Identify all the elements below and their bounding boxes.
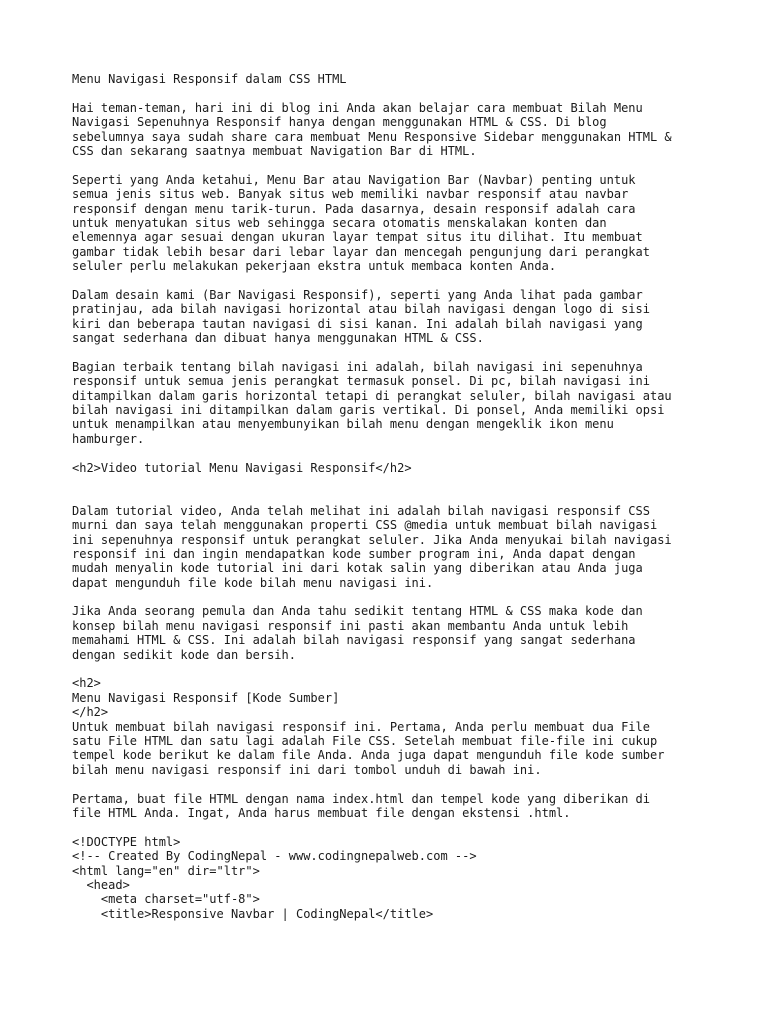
paragraph: [72, 101, 762, 159]
text-line: murni dan saya telah menggunakan properti CSS @media untuk membuat bilah navigasi: [72, 518, 658, 533]
text-line: untuk menyatukan situs web sehingga secara otomatis menskalakan konten dan: [72, 215, 607, 230]
paragraph: [72, 461, 762, 475]
text-line: file HTML Anda. Ingat, Anda harus membuat file dengan ekstensi .html.: [72, 805, 571, 820]
paragraph-gap: [72, 273, 762, 287]
paragraph-gap: [72, 86, 762, 100]
paragraph: [72, 504, 762, 590]
text-line: semua jenis situs web. Banyak situs web memiliki navbar responsif atau navbar: [72, 187, 629, 202]
text-line: responsif untuk semua jenis perangkat termasuk ponsel. Di pc, bilah navigasi ini: [72, 374, 650, 389]
text-line: responsif ini dan ingin mendapatkan kode sumber program ini, Anda dapat dengan: [72, 546, 636, 561]
text-line: <title>Responsive Navbar | CodingNepal</title>: [72, 906, 434, 921]
text-line: </h2>: [72, 705, 109, 720]
text-line: Menu Navigasi Responsif [Kode Sumber]: [72, 690, 340, 705]
text-line: pratinjau, ada bilah navigasi horizontal atau bilah navigasi dengan logo di sisi: [72, 302, 650, 317]
paragraph-gap: [72, 158, 762, 172]
text-line: sebelumnya saya sudah share cara membuat Menu Responsive Sidebar menggunakan HTML &: [72, 129, 672, 144]
paragraph-gap: [72, 345, 762, 359]
text-line: bilah navigasi ini ditampilkan dalam garis vertikal. Di ponsel, Anda memiliki opsi: [72, 402, 665, 417]
paragraph-gap: [72, 446, 762, 460]
text-line: Untuk membuat bilah navigasi responsif ini. Pertama, Anda perlu membuat dua File: [72, 719, 650, 734]
text-line: <h2>: [72, 676, 101, 691]
paragraph: [72, 676, 762, 777]
text-line: elemennya agar sesuai dengan ukuran layar tempat situs itu dilihat. Itu membuat: [72, 230, 643, 245]
text-line: kiri dan beberapa tautan navigasi di sisi kanan. Ini adalah bilah navigasi yang: [72, 316, 643, 331]
text-line: Dalam tutorial video, Anda telah melihat ini adalah bilah navigasi responsif CSS: [72, 503, 650, 518]
paragraph-gap: [72, 820, 762, 834]
paragraph: [72, 792, 762, 821]
paragraph-gap: [72, 590, 762, 604]
text-line: Jika Anda seorang pemula dan Anda tahu sedikit tentang HTML & CSS maka kode dan: [72, 604, 643, 619]
paragraph: [72, 288, 762, 346]
paragraph: [72, 835, 762, 921]
text-line: Hai teman-teman, hari ini di blog ini Anda akan belajar cara membuat Bilah Menu: [72, 100, 643, 115]
text-line: hamburger.: [72, 431, 145, 446]
text-line: <head>: [72, 877, 130, 892]
text-line: dapat mengunduh file kode bilah menu navigasi ini.: [72, 575, 434, 590]
text-line: <html lang="en" dir="ltr">: [72, 863, 260, 878]
paragraph: [72, 604, 762, 662]
text-line: bilah menu navigasi responsif ini dari tombol unduh di bawah ini.: [72, 762, 542, 777]
text-line: Seperti yang Anda ketahui, Menu Bar atau Navigation Bar (Navbar) penting untuk: [72, 172, 636, 187]
document-body: [72, 101, 762, 921]
text-line: responsif dengan menu tarik-turun. Pada dasarnya, desain responsif adalah cara: [72, 201, 636, 216]
text-line: <meta charset="utf-8">: [72, 892, 260, 907]
text-line: ditampilkan dalam garis horizontal tetapi di perangkat seluler, bilah navigasi atau: [72, 388, 672, 403]
text-line: untuk menampilkan atau menyembunyikan bilah menu dengan mengeklik ikon menu: [72, 417, 614, 432]
paragraph-gap: [72, 777, 762, 791]
text-line: Navigasi Sepenuhnya Responsif hanya dengan menggunakan HTML & CSS. Di blog: [72, 115, 607, 130]
text-line: CSS dan sekarang saatnya membuat Navigation Bar di HTML.: [72, 143, 477, 158]
document-title: Menu Navigasi Responsif dalam CSS HTML: [72, 72, 347, 86]
text-line: satu File HTML dan satu lagi adalah File CSS. Setelah membuat file-file ini cukup: [72, 733, 658, 748]
text-line: Dalam desain kami (Bar Navigasi Responsif), seperti yang Anda lihat pada gambar: [72, 287, 643, 302]
text-line: ini sepenuhnya responsif untuk perangkat seluler. Jika Anda menyukai bilah navigasi: [72, 532, 672, 547]
document-page: [72, 72, 762, 921]
text-line: <!DOCTYPE html>: [72, 834, 181, 849]
text-line: dengan sedikit kode dan bersih.: [72, 647, 296, 662]
text-line: memahami HTML & CSS. Ini adalah bilah navigasi responsif yang sangat sederhana: [72, 633, 636, 648]
text-line: gambar tidak lebih besar dari lebar layar dan mencegah pengunjung dari perangkat: [72, 244, 650, 259]
text-line: Pertama, buat file HTML dengan nama index.html dan tempel kode yang diberikan di: [72, 791, 650, 806]
text-line: Bagian terbaik tentang bilah navigasi ini adalah, bilah navigasi ini sepenuhnya: [72, 359, 643, 374]
paragraph-gap: [72, 662, 762, 676]
text-line: mudah menyalin kode tutorial ini dari kotak salin yang diberikan atau Anda juga: [72, 561, 643, 576]
text-line: <!-- Created By CodingNepal - www.codingnepalweb.com -->: [72, 849, 477, 864]
paragraph-gap: [72, 475, 762, 504]
text-line: sangat sederhana dan dibuat hanya menggunakan HTML & CSS.: [72, 331, 484, 346]
text-line: konsep bilah menu navigasi responsif ini pasti akan membantu Anda untuk lebih: [72, 618, 629, 633]
text-line: <h2>Video tutorial Menu Navigasi Responsif</h2>: [72, 460, 412, 475]
text-line: seluler perlu melakukan pekerjaan ekstra untuk membaca konten Anda.: [72, 259, 557, 274]
paragraph: [72, 360, 762, 446]
paragraph: [72, 173, 762, 274]
text-line: tempel kode berikut ke dalam file Anda. Anda juga dapat mengunduh file kode sumber: [72, 748, 665, 763]
